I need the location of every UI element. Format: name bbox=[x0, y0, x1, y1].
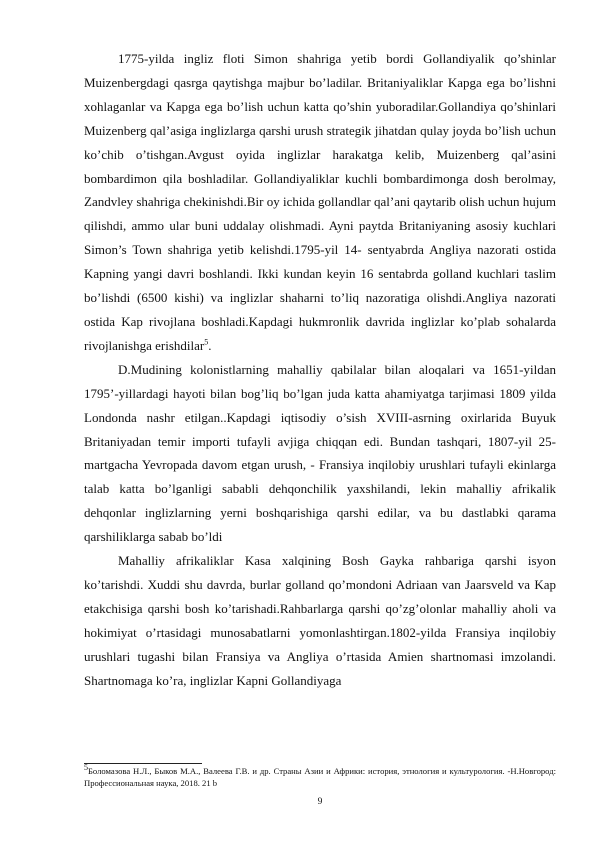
footnote-reference: 5 bbox=[204, 337, 209, 347]
page-number: 9 bbox=[317, 797, 323, 807]
paragraph-1-text: 1775-yilda ingliz floti Simon shahriga yetib bordi Gollandiyalik qo’shinlar Muizenbergdagi qasrga qaytishga majbur bo’ladilar. Britaniyaliklar Kapga ega bo’lishni xohlaganlar va Kapga ega bo’lish uchun katta qo’shin yuboradilar.Gollandiya qo’shinlari Muizenberg qal’asiga inglizlarga qarshi urush strategik jihatdan qulay joyda bo’lish uchun ko’chib o’tishgan.Avgust oyida inglizlar harakatga kelib, Muizenberg qal’asini bombardimon qila boshladilar. Gollandiyaliklar kuchli bombardimonga dosh berolmay, Zandvley shahriga chekinishdi.Bir oy ichida gollandlar qal’ani qaytarib olish uchun hujum qilishdi, ammo ular buni uddalay olishmadi. Ayni paytda Britaniyaning asosiy kuchlari Simon’s Town shahriga yetib kelishdi.1795-yil 14- sentyabrda Angliya nazorati ostida Kapning yangi davri boshlandi. Ikki kundan keyin 16 sentabrda golland kuchlari taslim bo’lishdi (6500 kishi) va inglizlar shaharni to’liq nazoratiga olishdi.Angliya nazorati ostida Kap rivojlana boshladi.Kapdagi hukmronlik davrida inglizlar ko’plab sohalarda rivojlanishga erishdilar bbox=[84, 51, 556, 353]
body-text bbox=[84, 47, 556, 692]
paragraph-3: Mahalliy afrikaliklar Kasa xalqining Bosh Gayka rahbariga qarshi isyon ko’tarishdi. Xuddi shu davrda, burlar golland qo’mondoni Adriaan van Jaarsveld va Kap etakchisiga qarshi bosh ko’tarishadi.Rahbarlarga qarshi qo’zg’olonlar mahalliy aholi va hokimiyat o’rtasidagi munosabatlarni yomonlashtirgan.1802-yilda Fransiya inqilobiy urushlari tugashi bilan Fransiya va Angliya o’rtasida Amien shartnomasi imzolandi. Shartnomaga ko’ra, inglizlar Kapni Gollandiyaga bbox=[84, 553, 556, 688]
paragraph-2: D.Mudining kolonistlarning mahalliy qabilalar bilan aloqalari va 1651-yildan 1795’-yillardagi hayoti bilan bog’liq bo’lgan juda katta ahamiyatga tarjimasi 1809 yilda Londonda nashr etilgan..Kapdagi iqtisodiy o’sish XVIII-asrning oxirlarida Buyuk Britaniyadan temir importi tufayli avjiga chiqqan edi. Bundan tashqari, 1807-yil 25-martgacha Yevropada davom etgan urush, - Fransiya inqilobiy urushlari tufayli ekinlarga talab katta bo’lganligi sababli dehqonchilik yaxshilandi, lekin mahalliy afrikalik dehqonlar inglizlarning yerni boshqarishiga qarshi edilar, va bu dastlabki qarama qarshiliklarga sabab bo’ldi bbox=[84, 361, 556, 545]
footnote: $^5$Боломазова Н.Л., Быков М.А., Валеева Г.В. и др. Страны Азии и Африки: история, этнология и культурология. -Н.Новгород: Профессиональная наука, 2018. 21 b bbox=[84, 763, 556, 788]
footnote-divider bbox=[84, 763, 202, 764]
paragraph-1 bbox=[84, 47, 556, 358]
footnote-number: 5 bbox=[84, 763, 88, 773]
paragraph-1-end: . bbox=[208, 337, 212, 353]
